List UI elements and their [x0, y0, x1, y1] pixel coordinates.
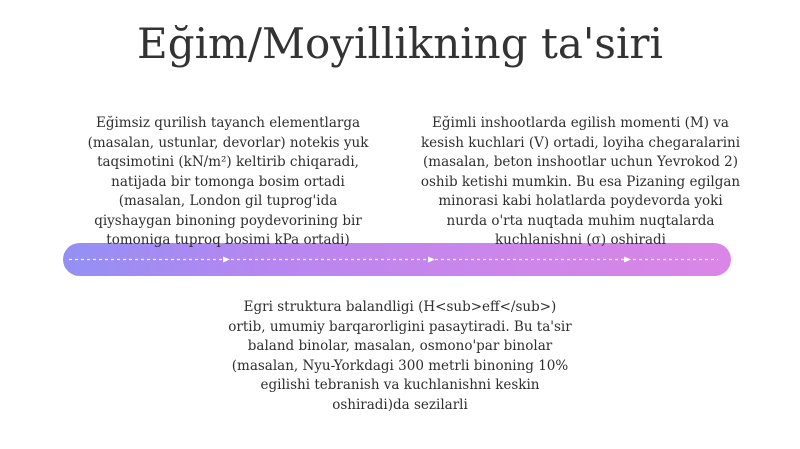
- arrow-head-icon: [624, 257, 631, 263]
- arrow-head-icon: [223, 257, 230, 263]
- arrow-head-icon: [428, 257, 435, 263]
- slide-title: Eğim/Moyillikning ta'siri: [137, 19, 663, 68]
- text-block-right: Eğimli inshootlarda egilish momenti (M) va kesish kuchlari (V) ortadi, loyiha chegaralarini (masalan, beton inshootlar uchun Yevrokod 2) oshib ketishi mumkin. Bu esa Pizaning egilgan minorasi kabi holatlarda poydevorda yoki nurda o'rta nuqtada muhim nuqtalarda kuchlanishni (σ) oshiradi: [420, 115, 741, 248]
- text-block-left: Eğimsiz qurilish tayanch elementlarga (masalan, ustunlar, devorlar) notekis yuk taqsimotini (kN/m²) keltirib chiqaradi, natijada bir tomonga bosim ortadi (masalan, London gil tuprog'ida qiyshaygan binoning poydevorining bir tomoniga tuproq bosimi kPa ortadi): [87, 115, 369, 248]
- text-block-bottom: Egri struktura balandligi (H<sub>eff</sub>) ortib, umumiy barqarorligini pasaytiradi. Bu ta'sir baland binolar, masalan, osmono'par binolar (masalan, Nyu-Yorkdagi 300 metrli binoning 10% egilishi tebranish va kuchlanishni keskin oshiradi)da sezilarli: [228, 299, 572, 413]
